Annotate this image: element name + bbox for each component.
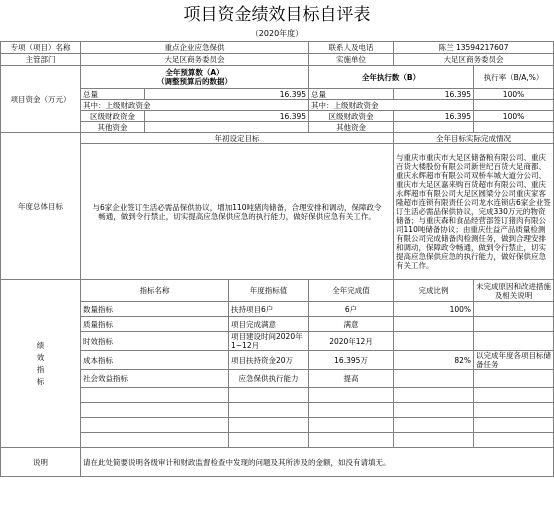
funds-label: 其中：上级财政资金: [81, 100, 309, 111]
budget-header: 全年预算数（A） （调整预算后的数据）: [81, 66, 309, 89]
notes-text: 请在此处简要说明各级审计和财政监督检查中发现的问题及其所涉及的金额，如没有请填无。: [81, 448, 554, 477]
indicator-row: [1, 351, 554, 370]
notes-label: 说明: [1, 448, 81, 477]
indicator-reason: 以完成年度各项目标储备任务: [474, 351, 554, 370]
contact-value: 陈兰 13594217607: [394, 42, 554, 54]
indicator-target-header: 年度指标值: [229, 280, 309, 302]
contact-label: 联系人及电话: [309, 42, 394, 54]
dept-value: 大足区商务委员会: [81, 54, 309, 66]
project-name-label: 专项（项目）名称: [1, 42, 81, 54]
evaluation-table: [0, 41, 554, 477]
indicator-row: [1, 433, 554, 448]
indicator-name-header: 指标名称: [81, 280, 229, 302]
indicator-name: 质量指标: [81, 317, 229, 332]
funds-rate: 100%: [474, 89, 554, 100]
indicator-row: [1, 403, 554, 418]
indicator-name: 时效指标: [81, 332, 229, 351]
indicator-name: [81, 433, 229, 448]
indicator-reason: [474, 403, 554, 418]
indicator-target: 项目完成满意: [229, 317, 309, 332]
indicator-ratio: [394, 332, 474, 351]
indicator-name: 数量指标: [81, 302, 229, 317]
indicator-target: [229, 433, 309, 448]
indicator-ratio: 100%: [394, 302, 474, 317]
funds-row: [1, 100, 554, 111]
form-title: 项目资金绩效目标自评表: [183, 5, 371, 25]
funds-exec: 16.395: [394, 89, 474, 100]
funds-label: 区级财政资金: [81, 111, 145, 122]
impl-label: 实施单位: [309, 54, 394, 66]
indicator-ratio: [394, 403, 474, 418]
funds-exec: [394, 122, 474, 133]
indicator-reason: [474, 370, 554, 388]
indicator-reason: [474, 433, 554, 448]
indicator-actual: [309, 388, 394, 403]
indicator-name: 社会效益指标: [81, 370, 229, 388]
indicator-header-row: [1, 280, 554, 302]
indicator-actual-header: 全年完成值: [309, 280, 394, 302]
indicator-row: [1, 418, 554, 433]
funds-rate: [474, 100, 554, 111]
indicator-ratio: [394, 433, 474, 448]
funds-exec-label: 其他资金: [309, 122, 394, 133]
funds-exec-label: 总量: [309, 89, 394, 100]
indicator-reason: [474, 302, 554, 317]
indicator-actual: 2020年12月: [309, 332, 394, 351]
goals-row: [1, 144, 554, 280]
indicator-ratio: [394, 388, 474, 403]
indicator-actual: 满意: [309, 317, 394, 332]
project-name-row: [1, 42, 554, 54]
exec-header: 全年执行数（B）: [309, 66, 474, 89]
funds-budget: [145, 122, 309, 133]
indicator-reason: [474, 418, 554, 433]
impl-value: 大足区商务委员会: [394, 54, 554, 66]
indicator-ratio: 82%: [394, 351, 474, 370]
indicator-target: [229, 418, 309, 433]
indicator-reason-header: 未完成原因和改进措施及相关说明: [474, 280, 554, 302]
initial-goal-header: 年初设定目标: [81, 133, 394, 144]
rate-header: 执行率（B/A,%）: [474, 66, 554, 89]
funds-rate: [474, 122, 554, 133]
funds-exec-label: 其中：上级财政资金: [309, 100, 474, 111]
indicator-target: [229, 403, 309, 418]
indicator-section-label: 绩效指标: [1, 280, 81, 448]
funds-budget: 16.395: [145, 89, 309, 100]
indicator-name: 成本指标: [81, 351, 229, 370]
project-name-value: 重点企业应急保供: [81, 42, 309, 54]
indicator-target: 项目扶持资金20万: [229, 351, 309, 370]
funds-exec: 16.395: [394, 111, 474, 122]
indicator-actual: 6户: [309, 302, 394, 317]
indicator-ratio: [394, 370, 474, 388]
indicator-actual: [309, 418, 394, 433]
indicator-row: [1, 370, 554, 388]
funds-section-label: 项目资金（万元）: [1, 66, 81, 133]
funds-header-row: [1, 66, 554, 89]
indicator-row: [1, 388, 554, 403]
indicator-ratio: [394, 317, 474, 332]
indicator-reason: [474, 317, 554, 332]
funds-label: 总量: [81, 89, 145, 100]
indicator-target: 扶持项目6户: [229, 302, 309, 317]
dept-row: [1, 54, 554, 66]
funds-row: [1, 89, 554, 100]
indicator-reason: [474, 332, 554, 351]
indicator-name: [81, 418, 229, 433]
funds-rate: 100%: [474, 111, 554, 122]
form-year: （2020年度）: [250, 29, 304, 38]
indicator-row: [1, 317, 554, 332]
indicator-target: 项目建设时间2020年1~12月: [229, 332, 309, 351]
notes-row: [1, 448, 554, 477]
goals-section-label: 年度总体目标: [1, 133, 81, 280]
indicator-row: [1, 302, 554, 317]
indicator-reason: [474, 388, 554, 403]
dept-label: 主管部门: [1, 54, 81, 66]
goals-header-row: [1, 133, 554, 144]
indicator-ratio: [394, 418, 474, 433]
indicator-actual: [309, 433, 394, 448]
funds-row: [1, 111, 554, 122]
actual-goal-text: 与重庆市重庆市大足区储备粮有限公司、重庆百货大楼股份有限公司新世纪百货大足商都、重庆永辉超市有限公司双桥车城大道分公司、重庆市大足区嘉来购百货超市有限公司、重庆永辉超市有限公司大足区圆梁分公司重庆家客隆超市连锁有限责任公司龙水连锁店6家企业签订生活必需品保供协议，完成330万元的物资储备；与重庆森和食品经营部签订猪肉有限公司110吨储备协议；由重庆仕益产品质量检测有限公司完成储备肉检测任务，做到合理安排和调动，保障政令畅通，做到令行禁止，切实提高应急保供应急的执行能力，做好保供应急有关工作。: [394, 144, 554, 280]
initial-goal-text: 与6家企业签订生活必需品保供协议，增加110吨猪肉储备，合理安排和调动，保障政令畅通，做到令行禁止，切实提高应急保供应急的执行能力，做好保供应急有关工作。: [81, 144, 394, 280]
funds-budget: 16.395: [145, 111, 309, 122]
actual-goal-header: 全年目标实际完成情况: [394, 133, 554, 144]
indicator-target: 应急保供执行能力: [229, 370, 309, 388]
funds-row: [1, 122, 554, 133]
indicator-actual: 16.395万: [309, 351, 394, 370]
indicator-target: [229, 388, 309, 403]
indicator-name: [81, 388, 229, 403]
indicator-actual: [309, 403, 394, 418]
indicator-ratio-header: 完成比例: [394, 280, 474, 302]
indicator-name: [81, 403, 229, 418]
funds-label: 其他资金: [81, 122, 145, 133]
funds-exec-label: 区级财政资金: [309, 111, 394, 122]
indicator-actual: 提高: [309, 370, 394, 388]
indicator-row: [1, 332, 554, 351]
